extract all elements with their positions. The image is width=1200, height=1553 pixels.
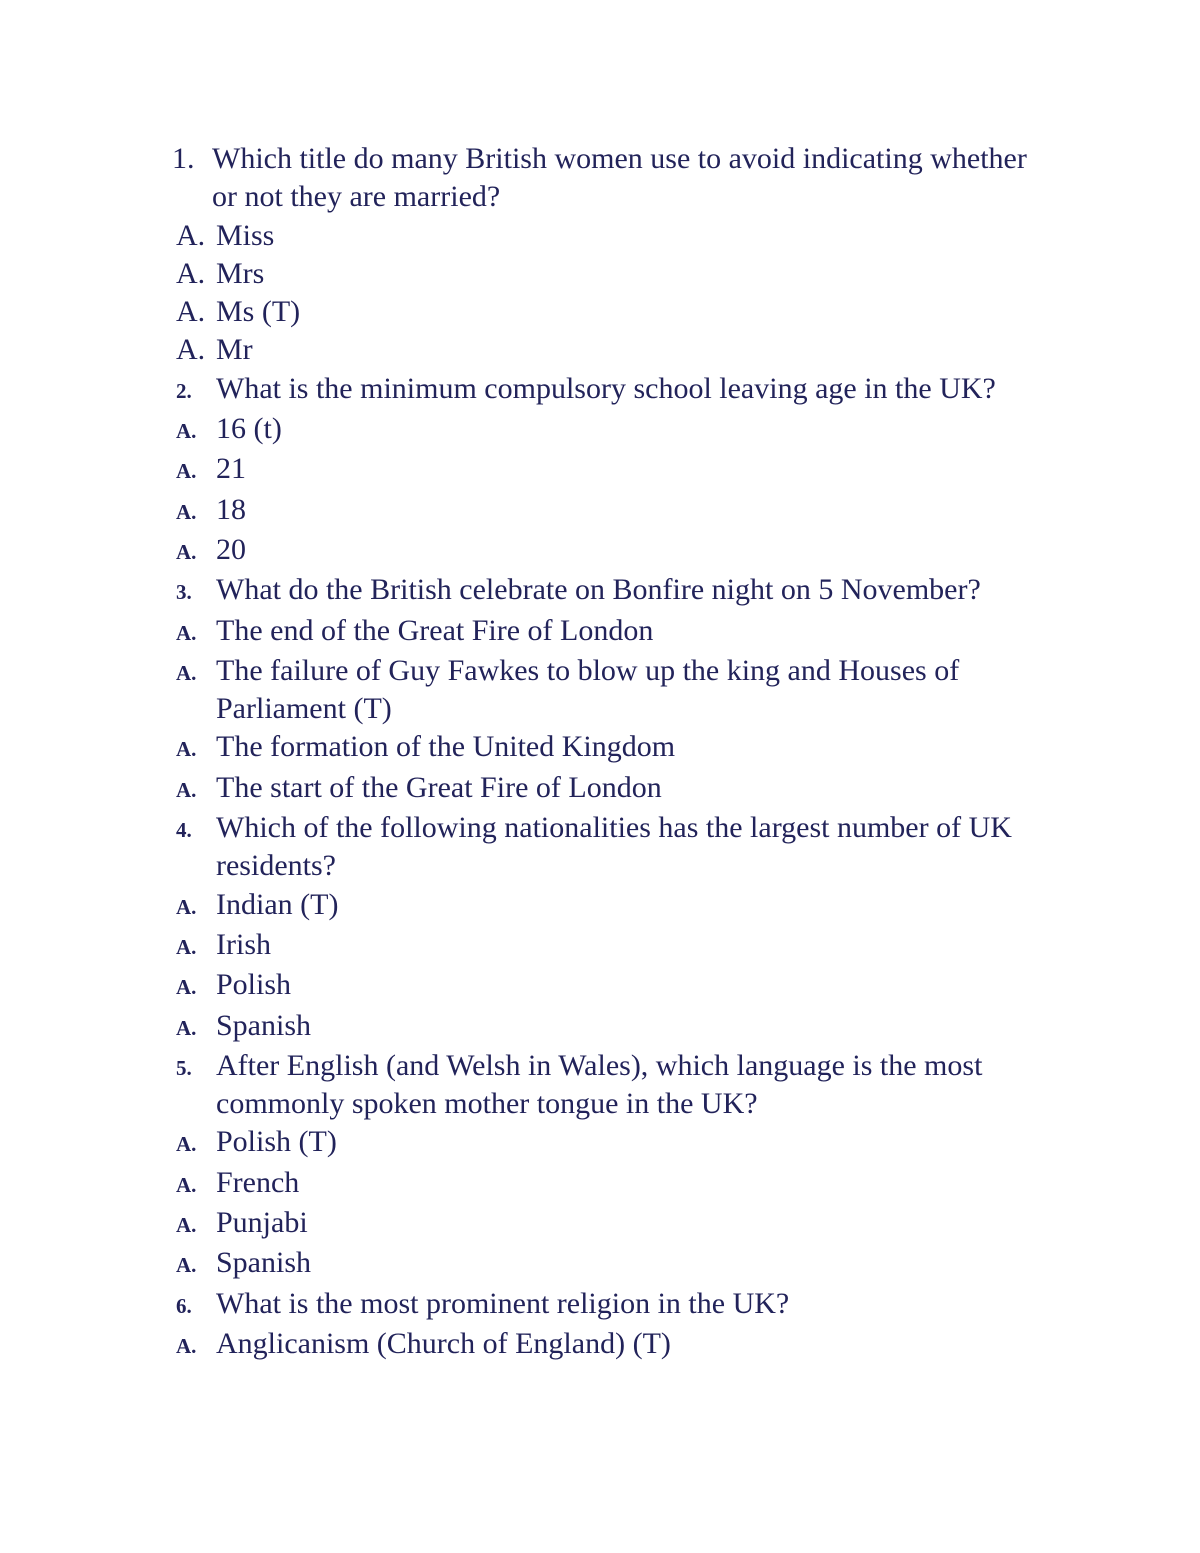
answer-option bbox=[172, 728, 1052, 768]
question-4 bbox=[172, 809, 1052, 886]
question-text: What is the minimum compulsory school leaving age in the UK? bbox=[216, 371, 996, 405]
question-number: 2. bbox=[176, 378, 192, 403]
answer-option bbox=[172, 886, 1052, 926]
question-text: Which of the following nationalities has the largest number of UK residents? bbox=[216, 811, 1012, 883]
question-text: What is the most prominent religion in the UK? bbox=[216, 1286, 790, 1320]
option-text: Mrs bbox=[216, 256, 265, 290]
option-text: The start of the Great Fire of London bbox=[216, 770, 662, 804]
answer-option bbox=[172, 331, 1052, 369]
option-marker: A. bbox=[176, 894, 197, 919]
answer-option bbox=[172, 255, 1052, 293]
answer-option bbox=[172, 926, 1052, 966]
option-marker: A. bbox=[176, 620, 197, 645]
answer-option bbox=[172, 966, 1052, 1006]
option-marker: A. bbox=[176, 499, 197, 524]
option-text: The failure of Guy Fawkes to blow up the king and Houses of Parliament (T) bbox=[216, 653, 960, 726]
option-text: Ms (T) bbox=[216, 295, 301, 329]
option-marker: A. bbox=[176, 1333, 197, 1358]
option-text: Spanish bbox=[216, 1246, 312, 1280]
option-text: Indian (T) bbox=[216, 887, 339, 921]
option-text: French bbox=[216, 1165, 300, 1199]
answer-option bbox=[172, 612, 1052, 652]
question-text: After English (and Welsh in Wales), which language is the most commonly spoken mother tongue in the UK? bbox=[216, 1048, 983, 1121]
answer-option bbox=[172, 410, 1052, 450]
option-text: Spanish bbox=[216, 1008, 312, 1042]
question-number: 4. bbox=[176, 818, 192, 843]
option-marker: A. bbox=[176, 737, 197, 762]
option-text: The formation of the United Kingdom bbox=[216, 730, 676, 764]
option-marker: A. bbox=[176, 1015, 197, 1040]
answer-option bbox=[172, 293, 1052, 331]
question-1 bbox=[172, 140, 1052, 217]
answer-option bbox=[172, 1244, 1052, 1284]
option-marker: A. bbox=[176, 1253, 197, 1278]
question-5 bbox=[172, 1047, 1052, 1124]
answer-option bbox=[172, 1007, 1052, 1047]
option-text: The end of the Great Fire of London bbox=[216, 613, 654, 647]
option-marker: A. bbox=[176, 1132, 197, 1157]
option-marker: A. bbox=[176, 295, 206, 329]
question-number: 5. bbox=[176, 1055, 192, 1080]
option-text: 18 bbox=[216, 492, 246, 526]
option-text: 21 bbox=[216, 452, 246, 486]
question-number: 1. bbox=[172, 142, 195, 175]
option-marker: A. bbox=[176, 256, 206, 290]
option-marker: A. bbox=[176, 459, 197, 484]
option-text: Polish bbox=[216, 968, 292, 1002]
question-2 bbox=[172, 370, 1052, 410]
option-marker: A. bbox=[176, 975, 197, 1000]
answer-option bbox=[172, 769, 1052, 809]
option-marker: A. bbox=[176, 777, 197, 802]
answer-option bbox=[172, 491, 1052, 531]
option-text: Mr bbox=[216, 333, 253, 367]
option-marker: A. bbox=[176, 539, 197, 564]
option-marker: A. bbox=[176, 934, 197, 959]
answer-option bbox=[172, 1123, 1052, 1163]
option-text: 20 bbox=[216, 532, 246, 566]
answer-option bbox=[172, 450, 1052, 490]
option-marker: A. bbox=[176, 1213, 197, 1238]
option-text: 16 (t) bbox=[216, 412, 282, 446]
option-text: Anglicanism (Church of England) (T) bbox=[216, 1326, 671, 1360]
question-3 bbox=[172, 571, 1052, 611]
option-marker: A. bbox=[176, 660, 197, 685]
option-marker: A. bbox=[176, 1172, 197, 1197]
option-text: Punjabi bbox=[216, 1206, 308, 1240]
question-6 bbox=[172, 1285, 1052, 1325]
answer-option bbox=[172, 1164, 1052, 1204]
question-text: What do the British celebrate on Bonfire night on 5 November? bbox=[216, 573, 981, 607]
answer-option bbox=[172, 1204, 1052, 1244]
answer-option bbox=[172, 1325, 1052, 1365]
question-number: 6. bbox=[176, 1293, 192, 1318]
option-marker: A. bbox=[176, 333, 206, 367]
option-text: Irish bbox=[216, 927, 271, 961]
option-marker: A. bbox=[176, 218, 206, 252]
answer-option bbox=[172, 217, 1052, 255]
answer-option bbox=[172, 531, 1052, 571]
question-text: Which title do many British women use to avoid indicating whether or not they are married? bbox=[212, 142, 1027, 214]
quiz-content bbox=[172, 140, 1052, 1365]
option-marker: A. bbox=[176, 419, 197, 444]
answer-option bbox=[172, 652, 1052, 729]
option-text: Polish (T) bbox=[216, 1125, 337, 1159]
question-number: 3. bbox=[176, 580, 192, 605]
option-text: Miss bbox=[216, 218, 275, 252]
